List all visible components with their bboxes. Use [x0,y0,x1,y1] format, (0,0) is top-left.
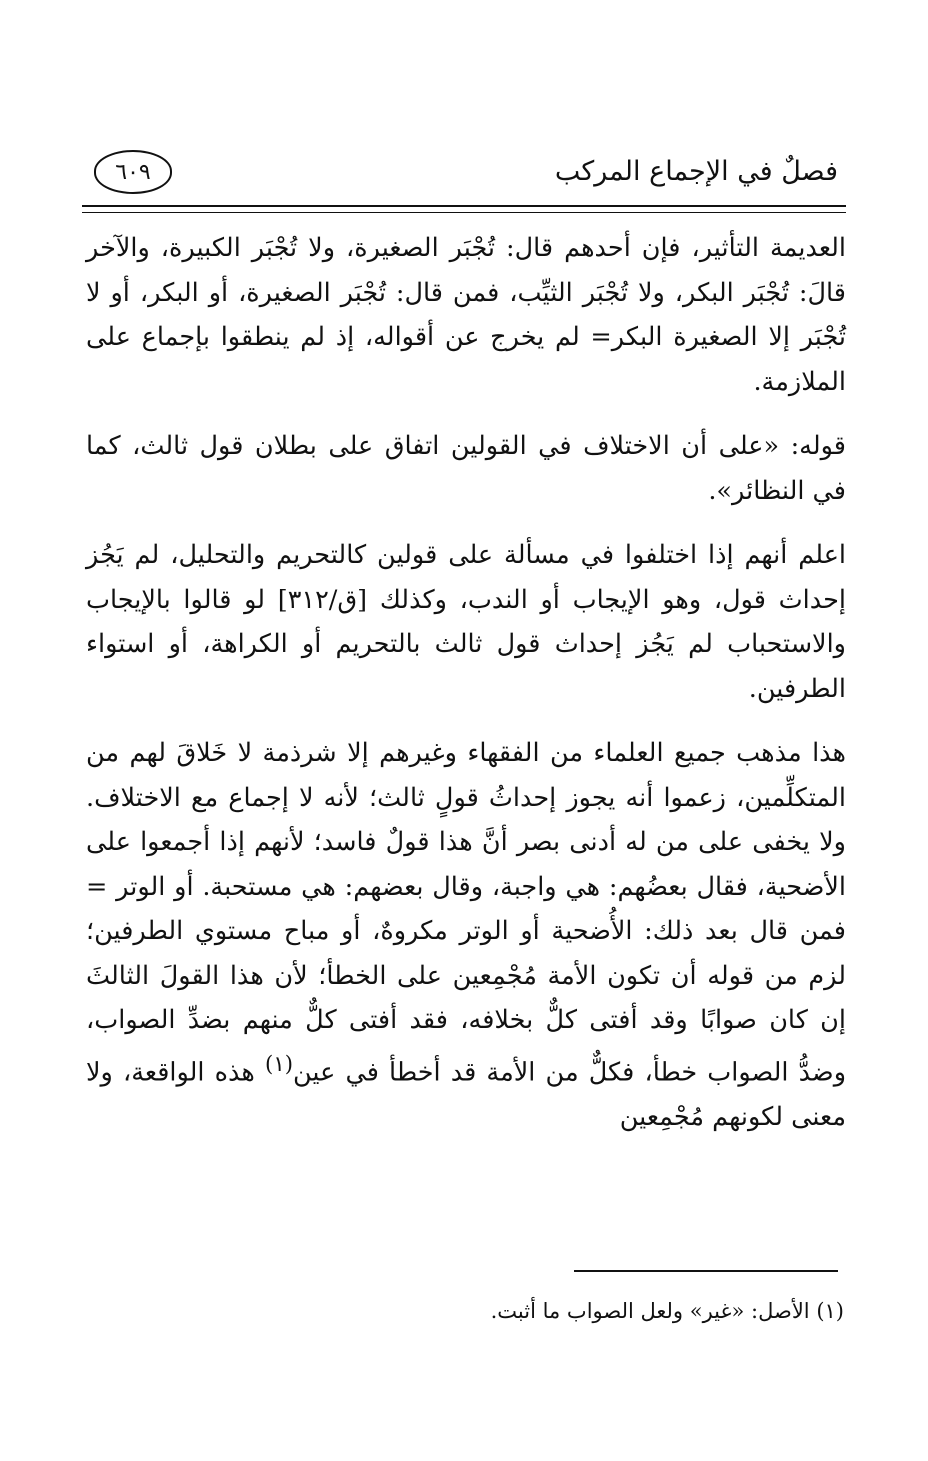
header-rule [82,205,846,213]
paragraph: العديمة التأثير، فإن أحدهم قال: تُجْبَر الصغيرة، ولا تُجْبَر الكبيرة، والآخر قالَ: تُجْبَر البكر، ولا تُجْبَر الثيِّب، فمن قال: تُجْبَر الصغيرة، أو البكر، أو لا تُجْبَر إلا الصغيرة البكر= لم يخرج عن أقواله، إذ لم ينطقوا بإجماع على الملازمة. [86,233,846,397]
paragraph-tail: هذه الواقعة، ولا معنى لكونهم مُجْمِعين [86,1057,846,1132]
paragraph [86,731,846,1139]
paragraph: اعلم أنهم إذا اختلفوا في مسألة على قولين كالتحريم والتحليل، لم يَجُز إحداث قول، وهو الإيجاب أو الندب، وكذلك [ق/٣١٢] لو قالوا بالإيجاب والاستحباب لم يَجُز إحداث قول ثالث بالتحريم أو الكراهة، أو استواء الطرفين. [86,540,846,704]
page-header [82,148,846,200]
page-number: ٦٠٩ [115,159,151,185]
paragraph-text: هذا مذهب جميع العلماء من الفقهاء وغيرهم إلا شرذمة لا خَلاقَ لهم من المتكلِّمين، زعموا أنه يجوز إحداثُ قولٍ ثالث؛ لأنه لا إجماع مع الاختلاف. ولا يخفى على من له أدنى بصر أنَّ هذا قولٌ فاسد؛ لأنهم إذا أجمعوا على الأضحية، فقال بعضُهم: هي واجبة، وقال بعضهم: هي مستحبة. أو الوتر = فمن قال بعد ذلك: الأُضحية أو الوتر مكروهٌ، أو مباح مستوي الطرفين؛ لزم من قوله أن تكون الأمة مُجْمِعين على الخطأ؛ لأن هذا القولَ الثالثَ إن كان صوابًا وقد أفتى كلٌّ بخلافه، فقد أفتى كلٌّ منهم بضدِّ الصواب، وضدُّ الصواب خطأ، فكلٌّ من الأمة قد أخطأ في عين [86,738,847,1087]
page-number-badge [94,150,172,194]
footnote-separator [574,1270,838,1272]
paragraph: قوله: «على أن الاختلاف في القولين اتفاق على بطلان قول ثالث، كما في النظائر». [86,431,846,506]
footnote-marker: (١) [264,1051,293,1077]
main-text [86,226,846,1159]
footnote: (١) الأصل: «غير» ولعل الصواب ما أثبت. [490,1299,844,1323]
running-title: فصلٌ في الإجماع المركب [554,156,838,187]
